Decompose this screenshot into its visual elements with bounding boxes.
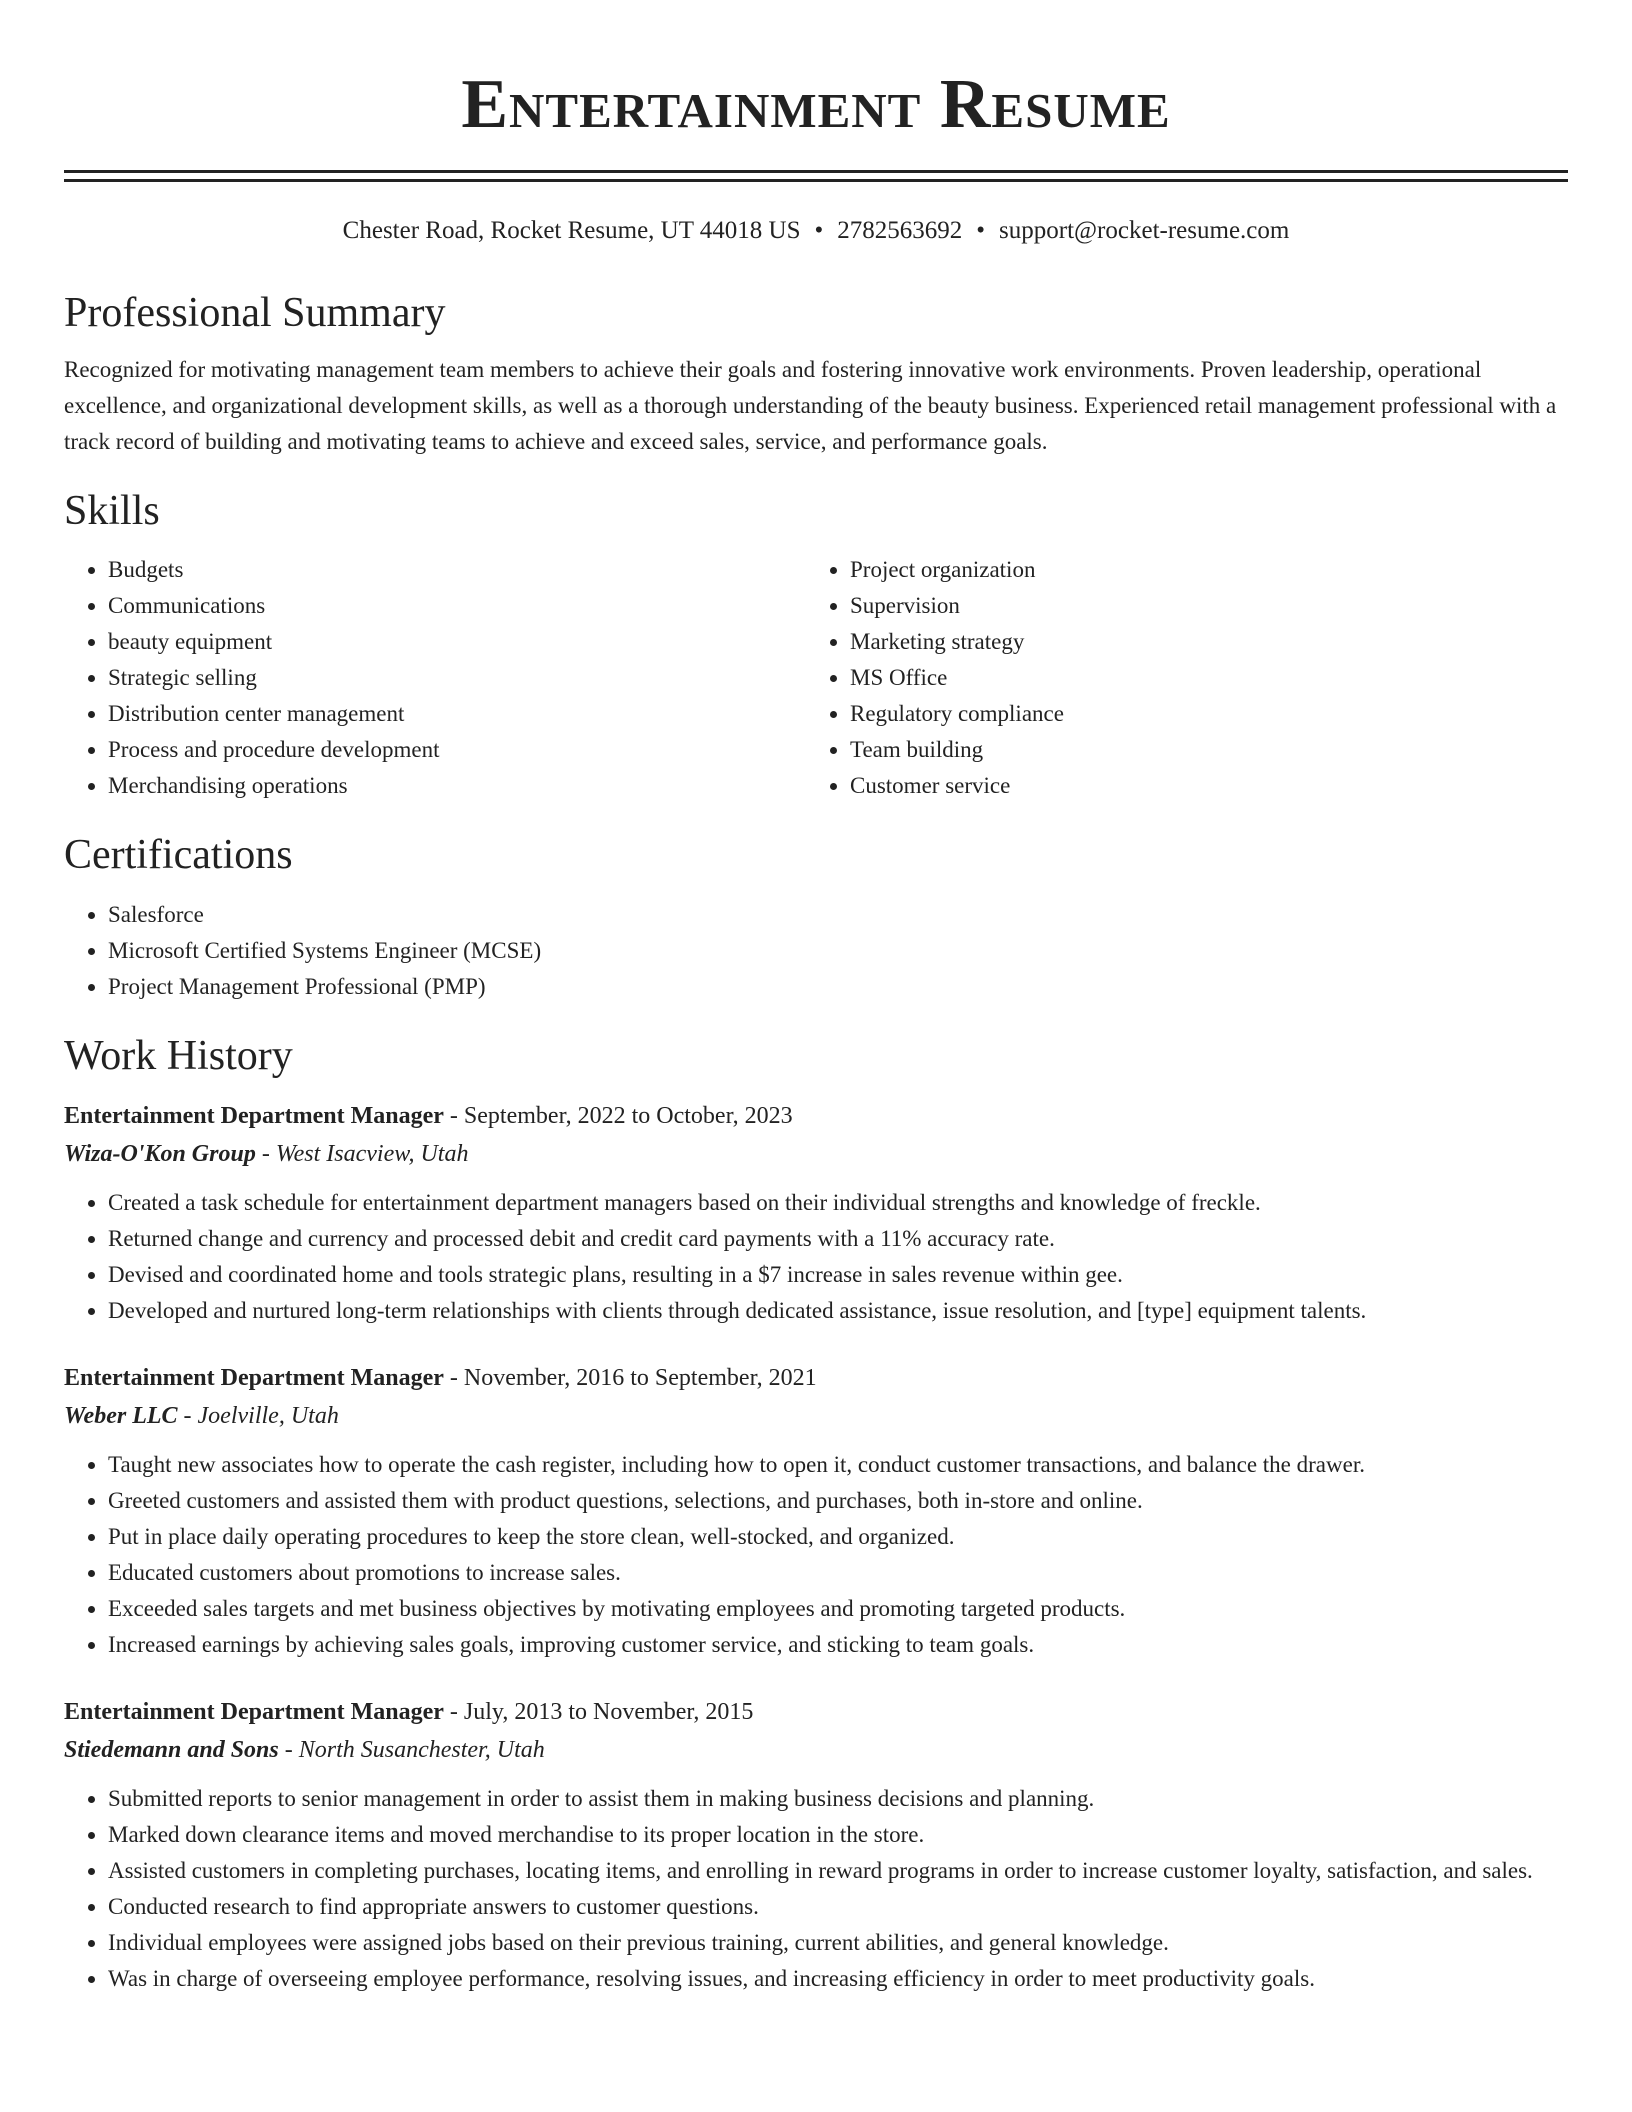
job-bullet: • Returned change and currency and processed debit and credit card payments with a 11% accuracy rate.	[108, 1221, 1568, 1257]
certification-item: • Salesforce	[108, 897, 1568, 933]
skill-item: • Budgets	[108, 552, 806, 588]
skill-item: • MS Office	[850, 660, 1548, 696]
job-dash: -	[443, 1364, 464, 1391]
job-dates: September, 2022 to October, 2023	[463, 1102, 793, 1129]
certifications-list	[64, 897, 1568, 1005]
skills-list-left	[64, 552, 806, 804]
job-bullet: • Exceeded sales targets and met business objectives by motivating employees and promoting targeted products.	[108, 1591, 1568, 1627]
skill-item: • Team building	[850, 732, 1548, 768]
contact-email: support@rocket-resume.com	[999, 217, 1290, 244]
skill-item: • Communications	[108, 588, 806, 624]
skill-item: • Regulatory compliance	[850, 696, 1548, 732]
certification-item: • Project Management Professional (PMP)	[108, 969, 1568, 1005]
job-company: Weber LLC	[64, 1402, 178, 1429]
skill-item: • Distribution center management	[108, 696, 806, 732]
job-title-line	[64, 1693, 1568, 1731]
job-title: Entertainment Department Manager	[64, 1698, 444, 1725]
job-company-line	[64, 1135, 1568, 1173]
contact-phone: 2782563692	[837, 217, 963, 244]
job-bullet-list	[64, 1781, 1568, 1997]
job-entry	[64, 1359, 1568, 1663]
skills-list-right	[806, 552, 1548, 804]
job-title-line	[64, 1359, 1568, 1397]
job-dash: -	[255, 1140, 276, 1167]
job-bullet: • Developed and nurtured long-term relationships with clients through dedicated assistance, issue resolution, and [type] equipment talents.	[108, 1293, 1568, 1329]
job-bullet: • Devised and coordinated home and tools strategic plans, resulting in a $7 increase in sales revenue within gee.	[108, 1257, 1568, 1293]
contact-separator: •	[814, 217, 824, 244]
certification-item: • Microsoft Certified Systems Engineer (MCSE)	[108, 933, 1568, 969]
contact-address: Chester Road, Rocket Resume, UT 44018 US	[342, 217, 801, 244]
skill-item: • Process and procedure development	[108, 732, 806, 768]
skills-heading: Skills	[64, 488, 160, 535]
job-bullet: • Taught new associates how to operate the cash register, including how to open it, conduct customer transactions, and balance the drawer.	[108, 1447, 1568, 1483]
job-company-line	[64, 1397, 1568, 1435]
job-company-line	[64, 1731, 1568, 1769]
skill-item: • Supervision	[850, 588, 1548, 624]
job-bullet: • Individual employees were assigned jobs based on their previous training, current abilities, and general knowledge.	[108, 1925, 1568, 1961]
skill-item: • Marketing strategy	[850, 624, 1548, 660]
title-divider-top	[64, 170, 1568, 173]
job-bullet: • Was in charge of overseeing employee performance, resolving issues, and increasing efficiency in order to meet productivity goals.	[108, 1961, 1568, 1997]
job-dates: November, 2016 to September, 2021	[463, 1364, 817, 1391]
skills-column-right	[806, 552, 1548, 804]
resume-title: Entertainment Resume	[461, 66, 1171, 143]
job-bullet: • Created a task schedule for entertainment department managers based on their individual strengths and knowledge of freckle.	[108, 1185, 1568, 1221]
title-divider-bottom	[64, 179, 1568, 182]
skills-grid	[64, 552, 1568, 804]
job-dash: -	[278, 1736, 299, 1763]
job-company: Wiza-O'Kon Group	[64, 1140, 256, 1167]
job-dates: July, 2013 to November, 2015	[463, 1698, 754, 1725]
job-bullet: • Greeted customers and assisted them with product questions, selections, and purchases, both in-store and online.	[108, 1483, 1568, 1519]
job-entry	[64, 1097, 1568, 1329]
skill-item: • Project organization	[850, 552, 1548, 588]
job-dash: -	[443, 1102, 464, 1129]
skills-column-left	[64, 552, 806, 804]
skill-item: • Customer service	[850, 768, 1548, 804]
job-bullet: • Marked down clearance items and moved merchandise to its proper location in the store.	[108, 1817, 1568, 1853]
job-location: North Susanchester, Utah	[298, 1736, 545, 1763]
job-company: Stiedemann and Sons	[64, 1736, 279, 1763]
job-bullet: • Submitted reports to senior management in order to assist them in making business decisions and planning.	[108, 1781, 1568, 1817]
job-title-line	[64, 1097, 1568, 1135]
job-bullet: • Assisted customers in completing purchases, locating items, and enrolling in reward programs in order to increase customer loyalty, satisfaction, and sales.	[108, 1853, 1568, 1889]
job-dash: -	[177, 1402, 198, 1429]
job-bullet: • Educated customers about promotions to increase sales.	[108, 1555, 1568, 1591]
job-dash: -	[443, 1698, 464, 1725]
job-bullet-list	[64, 1447, 1568, 1663]
job-title: Entertainment Department Manager	[64, 1364, 444, 1391]
contact-line	[64, 216, 1568, 246]
summary-text: Recognized for motivating management team members to achieve their goals and fostering innovative work environments. Proven leadership, operational excellence, and organizational development skills, as well as a thorough understanding of the beauty business. Experienced retail management professional with a track record of building and motivating teams to achieve and exceed sales, service, and performance goals.	[64, 357, 1557, 455]
job-location: Joelville, Utah	[197, 1402, 339, 1429]
contact-separator: •	[976, 217, 986, 244]
job-title: Entertainment Department Manager	[64, 1102, 444, 1129]
skill-item: • Merchandising operations	[108, 768, 806, 804]
job-bullet: • Put in place daily operating procedures to keep the store clean, well-stocked, and organized.	[108, 1519, 1568, 1555]
certifications-heading: Certifications	[64, 832, 293, 879]
job-bullet-list	[64, 1185, 1568, 1329]
work-history-heading: Work History	[64, 1032, 293, 1079]
job-bullet: • Conducted research to find appropriate answers to customer questions.	[108, 1889, 1568, 1925]
job-bullet: • Increased earnings by achieving sales goals, improving customer service, and sticking to team goals.	[108, 1627, 1568, 1663]
skill-item: • Strategic selling	[108, 660, 806, 696]
job-location: West Isacview, Utah	[275, 1140, 469, 1167]
skill-item: • beauty equipment	[108, 624, 806, 660]
job-entry	[64, 1693, 1568, 1997]
summary-heading: Professional Summary	[64, 290, 446, 336]
